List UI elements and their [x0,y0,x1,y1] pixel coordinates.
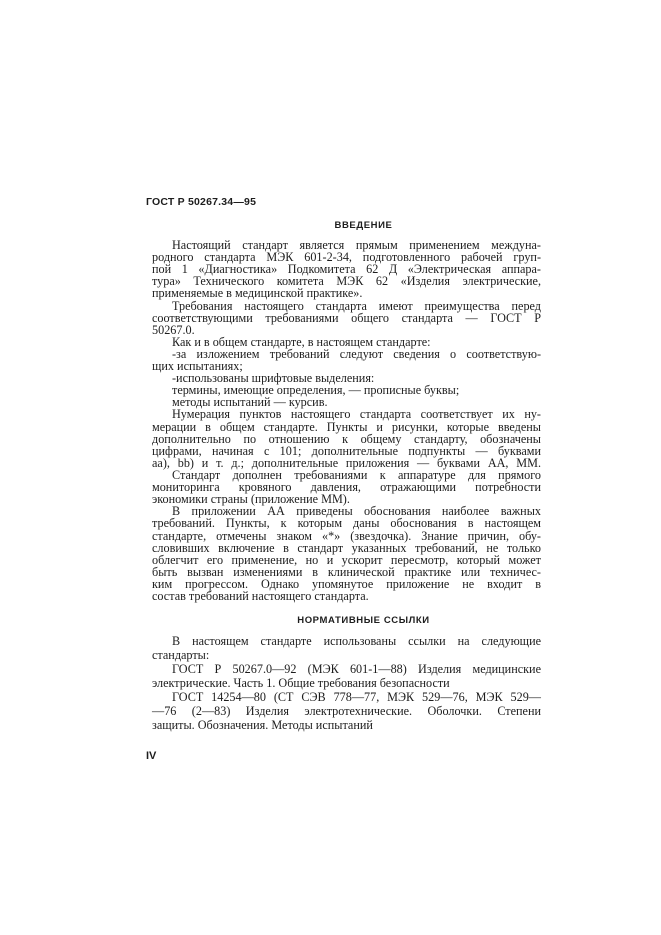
section-title-introduction: ВВЕДЕНИЕ [334,220,393,231]
text-line: цифрами, начиная с 101; дополнительные подпункты — буквами [152,443,541,458]
text-line: мерации в общем стандарте. Пункты и рисунки, которые введены [152,419,541,434]
text-line: ГОСТ 14254—80 (СТ СЭВ 778—77, МЭК 529—76, МЭК 529— [172,690,541,704]
page-number: IV [146,750,157,762]
text-line: быть вызван изменениями в клинической практике или техничес- [152,564,541,579]
text-line: щих испытаниях; [152,359,243,373]
text-line: -использованы шрифтовые выделения: [172,371,375,386]
text-line: В приложении АА приведены обоснования наиболее важных [172,504,541,519]
section-title-normative-references: НОРМАТИВНЫЕ ССЫЛКИ [297,615,430,626]
text-line: стандарте, отмечены знаком «*» (звездочка). Знание причин, обу- [152,528,541,543]
text-line: ГОСТ Р 50267.0—92 (МЭК 601-1—88) Изделия медицинские [172,662,541,676]
text-line: 50267.0. [152,322,195,337]
text-line: термины, имеющие определения, — прописные буквы; [172,383,460,398]
document-header: ГОСТ Р 50267.34—95 [146,196,257,208]
text-line: ким прогрессом. Однако упомянутое приложение не входит в [152,576,541,591]
text-line: Настоящий стандарт является прямым применением междуна- [172,238,541,252]
text-line: родного стандарта МЭК 601-2-34, подготовленного рабочей груп- [152,250,541,265]
text-line: экономики страны (приложение ММ). [152,492,350,507]
text-line: —76 (2—83) Изделия электротехнические. Оболочки. Степени [152,704,541,718]
text-line: методы испытаний — курсив. [172,395,328,410]
text-line: электрические. Часть 1. Общие требования безопасности [152,676,450,690]
text-line: Нумерация пунктов настоящего стандарта соответствует их ну- [172,407,541,422]
text-line: пой 1 «Диагностика» Подкомитета 62 Д «Электрическая аппара- [152,262,541,277]
text-line: облегчит его применение, но и ускорит пересмотр, который может [152,552,541,567]
text-line: мониторинга кровяного давления, отражающими потребности [152,480,541,495]
text-line: соответствующими требованиями общего стандарта — ГОСТ Р [152,310,541,325]
text-line: Как и в общем стандарте, в настоящем стандарте: [172,334,431,349]
text-line: применяемые в медицинской практике». [152,286,363,301]
text-line: состав требований настоящего стандарта. [152,589,369,603]
text-line: требований. Пункты, к которым даны обоснования в настоящем [152,516,541,531]
text-line: защиты. Обозначения. Методы испытаний [152,718,373,732]
text-line: стандарты: [152,648,210,662]
text-line: дополнительно по отношению к общему стандарту, обозначены [152,431,541,446]
text-line: словивших включение в стандарт указанных требований, не только [152,540,541,555]
text-line: аа), bb) и т. д.; дополнительные приложения — буквами АА, ММ. [152,455,541,470]
text-line: В настоящем стандарте использованы ссылки на следующие [172,634,541,648]
text-line: -за изложением требований следуют сведения о соответствую- [172,346,541,361]
text-line: тура» Технического комитета МЭК 62 «Изделия электрические, [152,274,541,289]
text-line: Стандарт дополнен требованиями к аппаратуре для прямого [172,468,541,482]
text-line: Требования настоящего стандарта имеют преимущества перед [172,298,541,313]
